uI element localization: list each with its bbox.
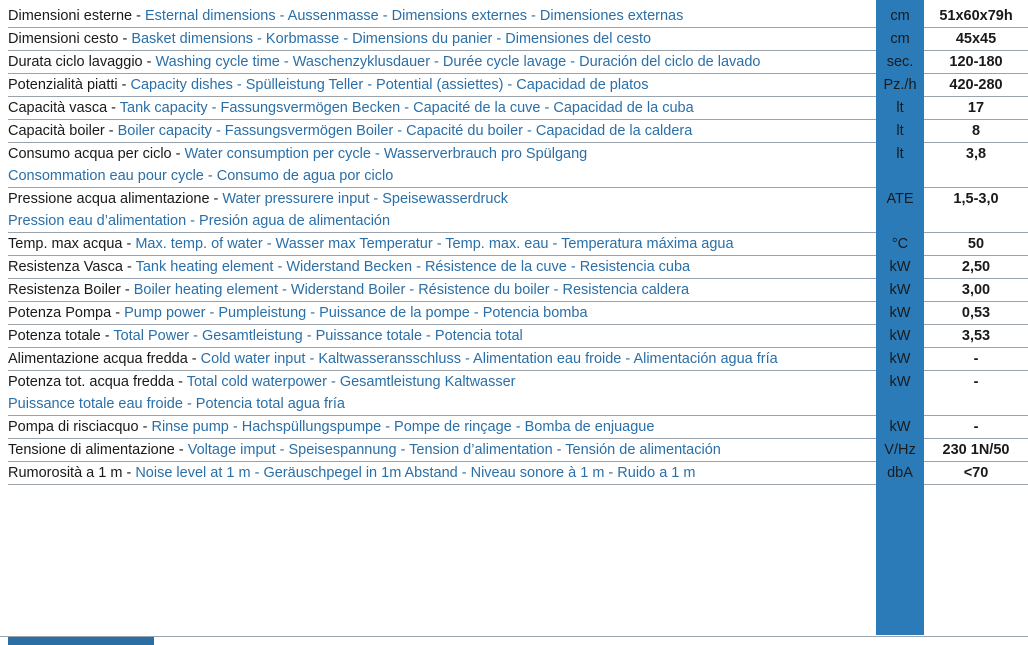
spec-unit: cm: [890, 30, 910, 47]
italian-label: Capacità boiler: [8, 123, 105, 139]
italian-label: Rumorosità a 1 m: [8, 465, 123, 481]
label-separator: -: [171, 146, 185, 162]
translations-label: Total Power - Gesamtleistung - Puissance totale - Potencia total: [113, 328, 523, 344]
label-separator: -: [142, 54, 156, 70]
bottom-accent-bar: [8, 637, 154, 645]
translations-label: Boiler capacity - Fassungsvermögen Boiler - Capacité du boiler - Capacidad de la caldera: [117, 123, 693, 139]
description-line-continued: [8, 393, 876, 415]
spec-description: [8, 28, 876, 51]
spec-row: [8, 439, 1028, 462]
spec-description: [8, 233, 876, 256]
label-separator: -: [187, 351, 201, 367]
spec-row: [8, 233, 1028, 256]
description-line: [8, 416, 876, 438]
spec-value: 17: [924, 97, 1028, 120]
spec-value: -: [924, 371, 1028, 416]
label-separator: -: [120, 282, 134, 298]
spec-row: [8, 143, 1028, 188]
spec-value: 50: [924, 233, 1028, 256]
spec-description: [8, 439, 876, 462]
spec-unit: lt: [896, 99, 904, 116]
spec-value: <70: [924, 462, 1028, 485]
spec-unit: ATE: [886, 190, 914, 207]
description-line: [8, 120, 876, 142]
spec-table: [8, 5, 1028, 485]
description-line: [8, 74, 876, 96]
spec-description: [8, 74, 876, 97]
description-line: [8, 233, 876, 255]
translations-label: Noise level at 1 m - Geräuschpegel in 1m Abstand - Niveau sonore à 1 m - Ruido a 1 m: [135, 465, 696, 481]
spec-row: [8, 371, 1028, 416]
label-separator: -: [138, 419, 152, 435]
spec-value: 230 1N/50: [924, 439, 1028, 462]
spec-row: [8, 348, 1028, 371]
spec-unit: °C: [891, 235, 909, 252]
spec-value: 420-280: [924, 74, 1028, 97]
description-line: [8, 348, 876, 370]
spec-unit: cm: [890, 8, 910, 24]
label-separator: -: [111, 305, 125, 321]
spec-unit: kW: [889, 281, 911, 298]
label-separator: -: [104, 123, 118, 139]
spec-value: 51x60x79h: [924, 5, 1028, 28]
label-separator: -: [174, 442, 188, 458]
spec-row: [8, 325, 1028, 348]
italian-label: Temp. max acqua: [8, 236, 123, 252]
translations-label-continued: Pression eau d’alimentation - Presión agua de alimentación: [8, 213, 391, 229]
spec-value: -: [924, 348, 1028, 371]
spec-description: [8, 256, 876, 279]
spec-unit: kW: [889, 258, 911, 275]
italian-label: Alimentazione acqua fredda: [8, 351, 188, 367]
italian-label: Pompa di risciacquo: [8, 419, 139, 435]
spec-unit: kW: [889, 327, 911, 344]
label-separator: -: [122, 236, 136, 252]
spec-unit: kW: [889, 350, 911, 367]
description-line-continued: [8, 210, 876, 232]
spec-description: [8, 348, 876, 371]
label-separator: -: [100, 328, 114, 344]
bottom-rule: [0, 636, 1028, 637]
spec-row: [8, 28, 1028, 51]
spec-unit: kW: [889, 418, 911, 435]
description-line: [8, 97, 876, 119]
description-line: [8, 302, 876, 324]
italian-label: Potenzialità piatti: [8, 77, 118, 93]
label-separator: -: [122, 259, 136, 275]
translations-label: Water pressurere input - Speisewasserdruck: [222, 191, 508, 207]
italian-label: Dimensioni esterne: [8, 8, 133, 24]
spec-unit: Pz./h: [883, 76, 917, 93]
spec-row: [8, 256, 1028, 279]
spec-value: 8: [924, 120, 1028, 143]
italian-label: Durata ciclo lavaggio: [8, 54, 143, 70]
label-separator: -: [209, 191, 223, 207]
spec-value: 0,53: [924, 302, 1028, 325]
description-line-continued: [8, 165, 876, 187]
translations-label: Pump power - Pumpleistung - Puissance de la pompe - Potencia bomba: [124, 305, 588, 321]
spec-value: 2,50: [924, 256, 1028, 279]
italian-label: Consumo acqua per ciclo: [8, 146, 172, 162]
spec-unit: V/Hz: [884, 441, 916, 458]
italian-label: Potenza Pompa: [8, 305, 112, 321]
spec-row: [8, 120, 1028, 143]
italian-label: Resistenza Vasca: [8, 259, 123, 275]
spec-value: 3,8: [924, 143, 1028, 188]
spec-row: [8, 279, 1028, 302]
label-separator: -: [122, 465, 136, 481]
description-line: [8, 188, 876, 210]
translations-label: Rinse pump - Hachspüllungspumpe - Pompe de rinçage - Bomba de enjuague: [151, 419, 655, 435]
spec-unit: sec.: [886, 53, 914, 70]
translations-label-continued: Consommation eau pour cycle - Consumo de agua por ciclo: [8, 168, 394, 184]
spec-description: [8, 279, 876, 302]
description-line: [8, 143, 876, 165]
label-separator: -: [132, 8, 146, 24]
spec-unit: dbA: [887, 464, 913, 481]
spec-description: [8, 120, 876, 143]
description-line: [8, 28, 876, 50]
description-line: [8, 51, 876, 73]
spec-unit: lt: [896, 145, 904, 162]
spec-unit: kW: [889, 373, 911, 390]
label-separator: -: [107, 100, 120, 116]
spec-description: [8, 97, 876, 120]
translations-label: Tank capacity - Fassungsvermögen Becken - Capacité de la cuve - Capacidad de la cuba: [119, 100, 694, 116]
spec-value: 1,5-3,0: [924, 188, 1028, 233]
italian-label: Capacità vasca: [8, 100, 108, 116]
translations-label: Total cold waterpower - Gesamtleistung Kaltwasser: [186, 374, 516, 390]
translations-label: Voltage imput - Speisespannung - Tension d’alimentation - Tensión de alimentación: [187, 442, 721, 458]
spec-description: [8, 462, 876, 485]
spec-value: -: [924, 416, 1028, 439]
italian-label: Potenza totale: [8, 328, 101, 344]
translations-label: Water consumption per cycle - Wasserverbrauch pro Spülgang: [184, 146, 588, 162]
italian-label: Dimensioni cesto: [8, 31, 119, 47]
description-line: [8, 371, 876, 393]
italian-label: Potenza tot. acqua fredda: [8, 374, 175, 390]
description-line: [8, 5, 876, 27]
translations-label: Max. temp. of water - Wasser max Temperatur - Temp. max. eau - Temperatura máxima agua: [135, 236, 734, 252]
translations-label: Esternal dimensions - Aussenmasse - Dimensions externes - Dimensiones externas: [145, 8, 684, 24]
label-separator: -: [174, 374, 187, 390]
spec-description: [8, 325, 876, 348]
spec-row: [8, 97, 1028, 120]
spec-value: 120-180: [924, 51, 1028, 74]
translations-label: Washing cycle time - Waschenzyklusdauer - Durée cycle lavage - Duración del ciclo de lavado: [155, 54, 761, 70]
description-line: [8, 256, 876, 278]
description-line: [8, 279, 876, 301]
spec-value: 3,00: [924, 279, 1028, 302]
spec-description: [8, 416, 876, 439]
label-separator: -: [117, 77, 131, 93]
spec-row: [8, 302, 1028, 325]
italian-label: Pressione acqua alimentazione: [8, 191, 210, 207]
translations-label: Basket dimensions - Korbmasse - Dimensions du panier - Dimensiones del cesto: [131, 31, 652, 47]
translations-label: Cold water input - Kaltwasseransschluss - Alimentation eau froide - Alimentación agua fría: [200, 351, 778, 367]
translations-label: Boiler heating element - Widerstand Boiler - Résistence du boiler - Resistencia caldera: [133, 282, 690, 298]
spec-row: [8, 5, 1028, 28]
spec-description: [8, 302, 876, 325]
description-line: [8, 325, 876, 347]
translations-label: Tank heating element - Widerstand Becken - Résistence de la cuve - Resistencia cuba: [135, 259, 691, 275]
spec-unit: lt: [896, 122, 904, 139]
spec-row: [8, 74, 1028, 97]
label-separator: -: [118, 31, 132, 47]
spec-row: [8, 51, 1028, 74]
spec-row: [8, 188, 1028, 233]
spec-description: [8, 5, 876, 28]
spec-value: 3,53: [924, 325, 1028, 348]
translations-label-continued: Puissance totale eau froide - Potencia total agua fría: [8, 396, 345, 412]
spec-description: [8, 371, 876, 416]
italian-label: Tensione di alimentazione: [8, 442, 175, 458]
spec-row: [8, 416, 1028, 439]
description-line: [8, 462, 876, 484]
spec-description: [8, 143, 876, 188]
spec-row: [8, 462, 1028, 485]
spec-table-body: [8, 5, 1028, 485]
spec-unit: kW: [889, 304, 911, 321]
spec-description: [8, 51, 876, 74]
spec-value: 45x45: [924, 28, 1028, 51]
italian-label: Resistenza Boiler: [8, 282, 121, 298]
description-line: [8, 439, 876, 461]
spec-description: [8, 188, 876, 233]
translations-label: Capacity dishes - Spülleistung Teller - Potential (assiettes) - Capacidad de platos: [130, 77, 649, 93]
